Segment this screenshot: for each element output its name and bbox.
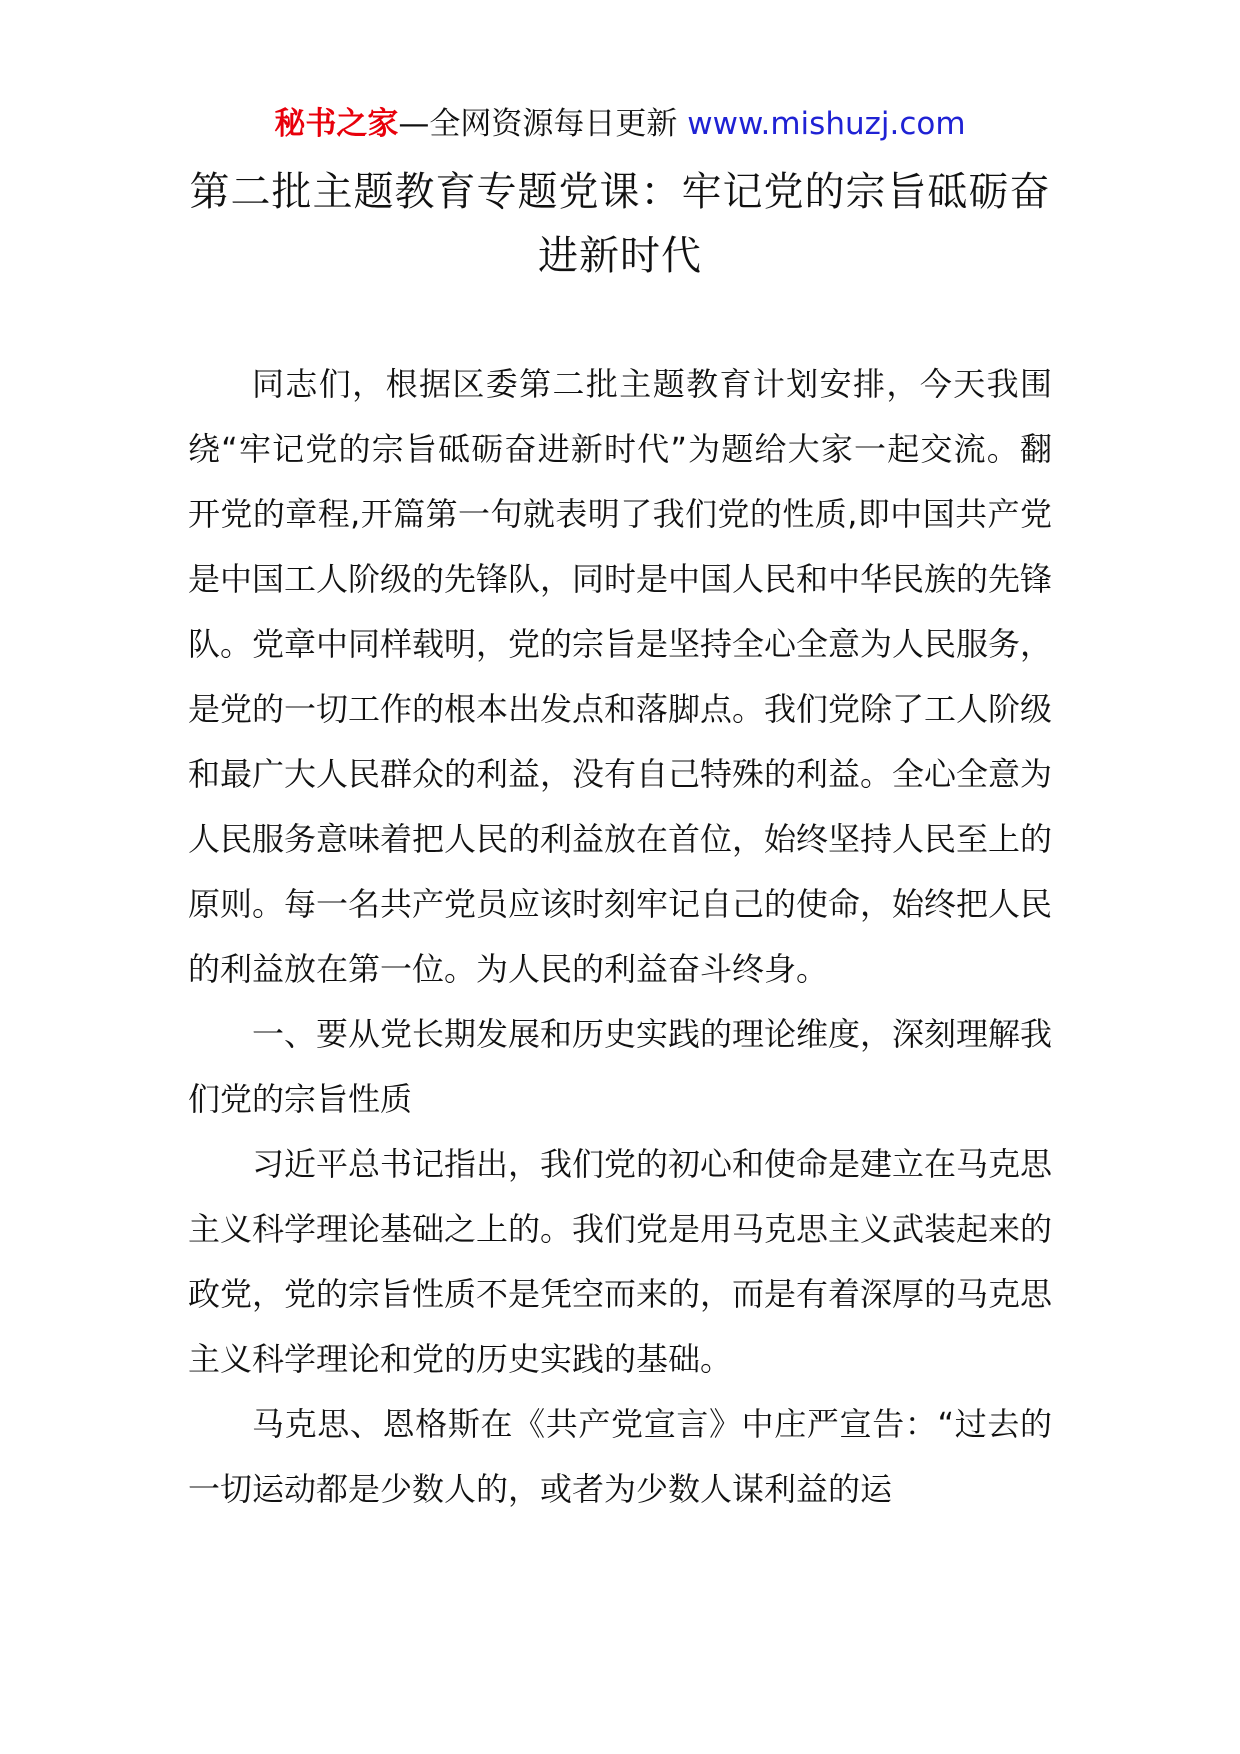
paragraph-manifesto-quote: 马克思、恩格斯在《共产党宣言》中庄严宣告：“过去的一切运动都是少数人的，或者为少数人谋利益的运 <box>188 1405 1052 1508</box>
brand-name: 秘书之家 <box>274 106 399 142</box>
header-tagline: —全网资源每日更新 <box>398 106 678 142</box>
paragraph-section-1: 习近平总书记指出，我们党的初心和使命是建立在马克思主义科学理论基础之上的。我们党是用马克思主义武装起来的政党，党的宗旨性质不是凭空而来的，而是有着深厚的马克思主义科学理论和党的历史实践的基础。 <box>188 1145 1053 1378</box>
section-heading-1: 一、要从党长期发展和历史实践的理论维度，深刻理解我们党的宗旨性质 <box>188 1015 1053 1118</box>
document-body <box>188 352 1052 1522</box>
paragraph-intro: 同志们，根据区委第二批主题教育计划安排，今天我围绕“牢记党的宗旨砥砺奋进新时代”为题给大家一起交流。翻开党的章程,开篇第一句就表明了我们党的性质,即中国共产党是中国工人阶级的先锋队，同时是中国人民和中华民族的先锋队。党章中同样载明，党的宗旨是坚持全心全意为人民服务，是党的一切工作的根本出发点和落脚点。我们党除了工人阶级和最广大人民群众的利益，没有自己特殊的利益。全心全意为人民服务意味着把人民的利益放在首位，始终坚持人民至上的原则。每一名共产党员应该时刻牢记自己的使命，始终把人民的利益放在第一位。为人民的利益奋斗终身。 <box>188 365 1053 988</box>
site-url-link[interactable]: www.mishuzj.com <box>687 106 966 142</box>
site-header-banner <box>0 102 1240 146</box>
document-title: 第二批主题教育专题党课：牢记党的宗旨砥砺奋进新时代 <box>189 169 1051 279</box>
